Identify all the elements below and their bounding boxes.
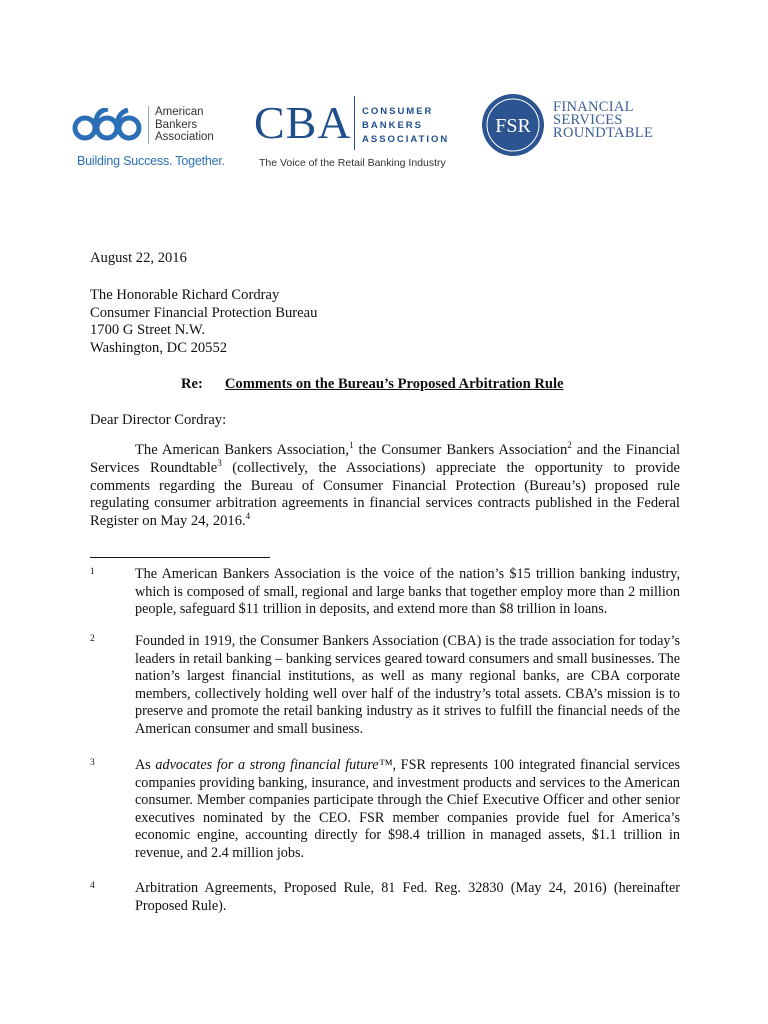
fsr-seal-icon — [481, 93, 545, 157]
cba-tagline: The Voice of the Retail Banking Industry — [259, 157, 446, 169]
fsr-wordmark: FINANCIAL SERVICES ROUNDTABLE — [553, 99, 654, 141]
footnote-divider — [90, 557, 270, 558]
cba-logo — [254, 94, 464, 174]
fsr-logo — [481, 93, 681, 159]
footnote-ref-4: 4 — [245, 511, 251, 522]
footnote-2 — [90, 633, 680, 739]
aba-wordmark: American Bankers Association — [148, 106, 214, 144]
footnote-text: As advocates for a strong financial future™, FSR represents 100 integrated financial services companies providing banking, insurance, and investment products and services to the American consumer. Member companies participate through the Chief Executive Officer and other senior executives nominated by the CEO. FSR member companies provide fuel for America’s economic engine, accounting directly for $98.4 trillion in managed assets, $1.1 trillion in revenue, and 2.4 million jobs. — [135, 757, 680, 861]
cba-divider — [354, 96, 355, 150]
re-label: Re: — [181, 376, 203, 392]
footnote-number: 3 — [90, 758, 95, 768]
footnote-ref-2: 2 — [567, 440, 572, 450]
footnote-number: 1 — [90, 567, 95, 577]
recipient-street: 1700 G Street N.W. — [90, 322, 205, 339]
footnote-1 — [90, 566, 680, 619]
body-paragraph: The American Bankers Association,$^1$ the Consumer Bankers Association$^2$ and the Financial Services Roundtable$^3$ (collectively, the Associations) appreciate the opportunity to provide comments regarding the Bureau of Consumer Financial Protection (Bureau’s) proposed rule regulating consumer arbitration agreements in financial services contracts published in the Federal Register on May 24, 2016.$^4$ — [90, 440, 681, 530]
fsr-seal-letters: FSR — [495, 115, 531, 137]
cba-letters: CBA — [254, 97, 352, 148]
recipient-agency: Consumer Financial Protection Bureau — [90, 304, 318, 321]
recipient-city: Washington, DC 20552 — [90, 339, 228, 356]
aba-tagline: Building Success. Together. — [77, 154, 225, 168]
cba-wordmark: CONSUMER BANKERS ASSOCIATION — [362, 106, 450, 145]
footnote-number: 2 — [90, 634, 95, 644]
recipient-name: The Honorable Richard Cordray — [90, 287, 280, 303]
footnote-3 — [90, 757, 680, 863]
letter-date: August 22, 2016 — [90, 250, 187, 266]
footnote-text: The American Bankers Association is the voice of the nation’s $15 trillion banking industry, which is composed of small, regional and large banks that together employ more than 2 million people, safeguard $11 trillion in deposits, and extend more than $8 trillion in loans. — [135, 566, 680, 618]
subject-line — [181, 376, 564, 393]
footnote-4 — [90, 880, 680, 915]
footnote-text: Founded in 1919, the Consumer Bankers Association (CBA) is the trade association for today’s leaders in retail banking – banking services geared toward consumers and small businesses. The nation’s largest financial institutions, as well as many regional banks, are CBA corporate members, collectively holding well over half of the industry’s total assets. CBA’s mission is to preserve and promote the retail banking industry as it strives to fulfill the financial needs of the American consumer and small business. — [135, 633, 681, 737]
aba-emblem-icon — [72, 108, 142, 144]
re-subject: Comments on the Bureau’s Proposed Arbitration Rule — [224, 376, 564, 392]
footnote-ref-1: 1 — [349, 440, 354, 450]
footnote-ref-3: 3 — [217, 457, 222, 468]
fsr-slogan: advocates for a strong financial future™ — [155, 757, 393, 773]
salutation: Dear Director Cordray: — [90, 412, 227, 428]
aba-logo — [72, 100, 232, 180]
footnote-text: Arbitration Agreements, Proposed Rule, 81 Fed. Reg. 32830 (May 24, 2016) (hereinafter Proposed Rule). — [135, 880, 680, 914]
recipient-address — [90, 287, 680, 357]
footnote-number: 4 — [90, 881, 95, 891]
